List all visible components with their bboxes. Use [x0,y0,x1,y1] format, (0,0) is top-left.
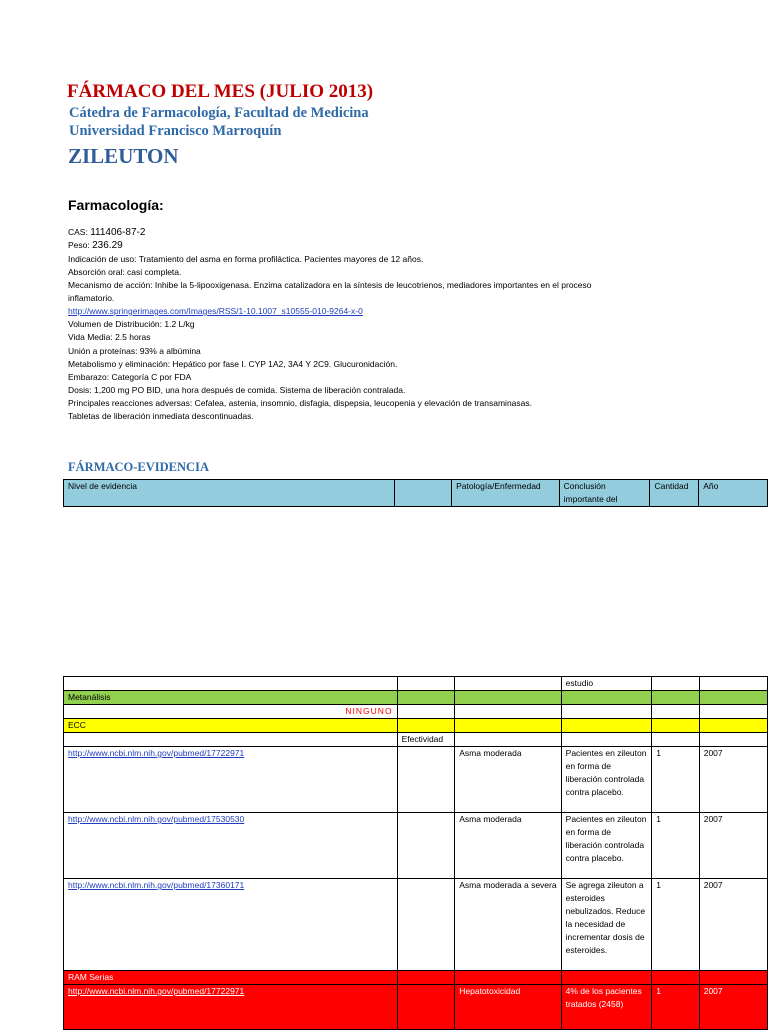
column-level: Nivel de evidencia [64,480,395,507]
department-line: Cátedra de Farmacología, Facultad de Medicina [69,105,369,121]
volume-line: Volumen de Distribución: 1.2 L/kg [68,319,195,329]
table-row [64,879,768,971]
metabolism-line: Metabolismo y eliminación: Hepático por fase I. CYP 1A2, 3A4 Y 2C9. Glucuronidación. [68,359,398,369]
half-life-line: Vida Media: 2.5 horas [68,332,151,342]
protein-binding-line: Unión a proteínas: 93% a albúmina [68,346,201,356]
pathology-cell: Asma moderada a severa [455,879,561,971]
column-quantity: Cantidad [650,480,699,507]
ram-label: RAM Serias [64,971,398,985]
conclusion-cell: Pacientes en zileuton en forma de liberación controlada contra placebo. [561,813,652,879]
cas-value: 111406-87-2 [90,227,146,238]
column-year: Año [699,480,768,507]
quantity-cell: 1 [652,985,700,1030]
pregnancy-line: Embarazo: Categoría C por FDA [68,372,192,382]
none-label: NINGUNO [64,705,398,719]
conclusion-cell: Se agrega zileuton a esteroides nebulizados. Reduce la necesidad de incrementar dosis de esteroides. [561,879,652,971]
conclusion-cont: estudio [561,677,652,691]
drug-name: ZILEUTON [68,144,179,168]
weight-label: Peso: [68,240,90,250]
year-cell: 2007 [699,879,767,971]
year-cell: 2007 [699,985,767,1030]
indication-line: Indicación de uso: Tratamiento del asma en forma profiláctica. Pacientes mayores de 12 años. [68,254,424,264]
conclusion-cell: Pacientes en zileuton en forma de liberación controlada contra placebo. [561,747,652,813]
discontinued-line: Tabletas de liberación inmediata descontinuadas. [68,411,254,421]
document-title: FÁRMACO DEL MES (JULIO 2013) [67,81,374,102]
dosage-line: Dosis: 1,200 mg PO BID, una hora después de comida. Sistema de liberación contralada. [68,385,406,395]
weight-line [68,239,123,252]
ecc-label: ECC [64,719,398,733]
springer-link[interactable]: http://www.springerimages.com/Images/RSS/1-10.1007_s10555-010-9264-x-0 [68,306,363,316]
adverse-reactions-line: Principales reacciones adversas: Cefalea, astenia, insomnio, disfagia, dispepsia, leucopenia y elevación de transaminasas. [68,398,532,408]
column-blank [395,480,452,507]
column-conclusion: Conclusión importante del [559,480,650,507]
meta-analysis-row [64,691,768,705]
meta-analysis-label: Metanálisis [64,691,398,705]
quantity-cell: 1 [652,879,700,971]
pathology-cell: Asma moderada [455,813,561,879]
column-pathology: Patología/Enfermedad [452,480,560,507]
table-row [64,747,768,813]
pubmed-link[interactable]: http://www.ncbi.nlm.nih.gov/pubmed/17360171 [68,880,245,890]
pharmacology-heading: Farmacología: [68,197,164,213]
weight-value: 236.29 [92,240,123,251]
ram-row [64,971,768,985]
quantity-cell: 1 [652,747,700,813]
absorption-line: Absorción oral: casi completa. [68,267,182,277]
pubmed-link[interactable]: http://www.ncbi.nlm.nih.gov/pubmed/17722971 [68,986,245,996]
efectividad-label: Efectividad [397,733,455,747]
mechanism-line-cont: inflamatorio. [68,293,115,303]
pathology-cell: Asma moderada [455,747,561,813]
cas-line [68,226,145,239]
pathology-cell: Hepatotoxicidad [455,985,561,1030]
ecc-row [64,719,768,733]
evidence-title: FÁRMACO-EVIDENCIA [68,460,209,474]
conclusion-cell: 4% de los pacientes tratados (2458) [561,985,652,1030]
table-row [64,985,768,1030]
evidence-header-table [63,479,768,507]
evidence-table [63,676,768,1030]
mechanism-line: Mecanismo de acción: Inhibe la 5-lipooxigenasa. Enzima catalizadora en la síntesis de leucotrienos, mediadores importantes en el proceso [68,280,592,290]
cas-label: CAS: [68,227,88,237]
table-row [64,813,768,879]
year-cell: 2007 [699,813,767,879]
pubmed-link[interactable]: http://www.ncbi.nlm.nih.gov/pubmed/17722971 [68,748,245,758]
year-cell: 2007 [699,747,767,813]
quantity-cell: 1 [652,813,700,879]
university-line: Universidad Francisco Marroquín [69,123,282,139]
pubmed-link[interactable]: http://www.ncbi.nlm.nih.gov/pubmed/17530530 [68,814,245,824]
